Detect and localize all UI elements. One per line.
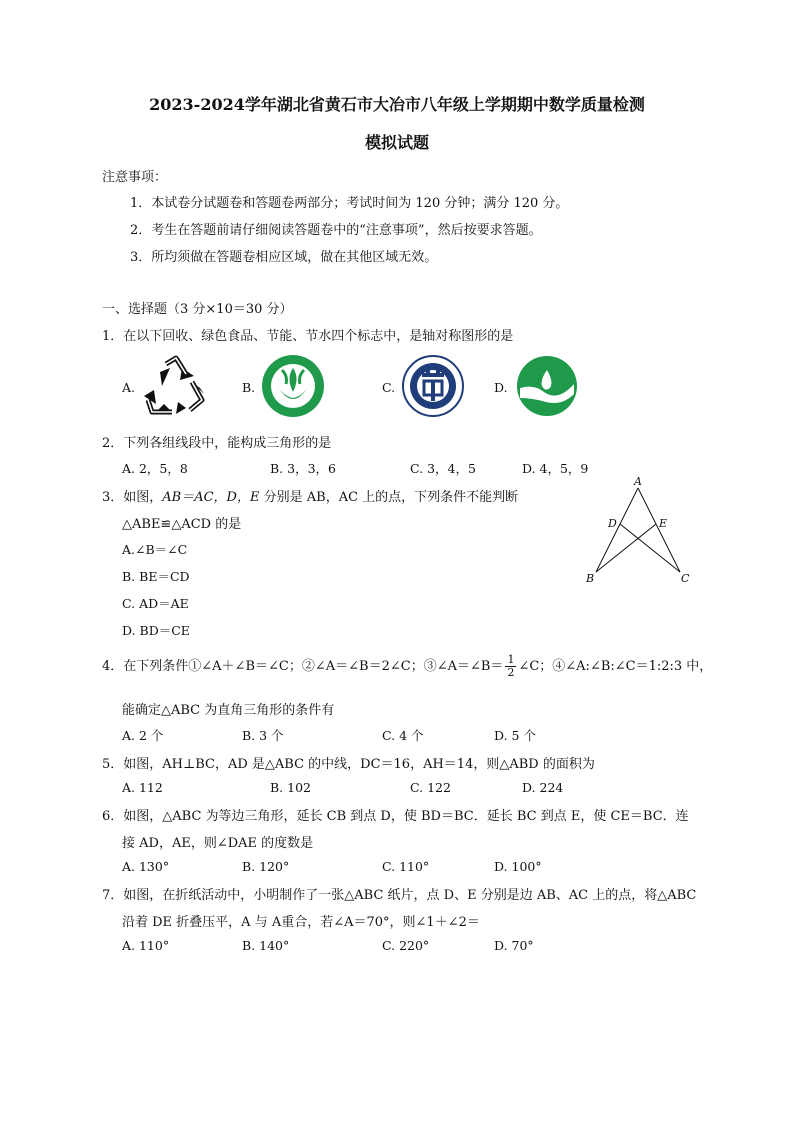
q3-option-d: D. BD＝CE [122, 623, 190, 638]
q4-condition-4: ④∠A:∠B:∠C＝1:2:3 中， [552, 659, 713, 674]
question-4-line2: 能确定△ABC 为直角三角形的条件有 [122, 703, 335, 718]
vertex-label-b: B [586, 572, 595, 585]
q6-option-b: B. 120° [242, 859, 290, 874]
q4-option-c: C. 4 个 [382, 728, 424, 743]
q3-triangle-figure [584, 474, 694, 586]
segment-dc [620, 524, 680, 572]
note-item: 2．考生在答题前请仔细阅读答题卷中的“注意事项”，然后按要求答题。 [130, 223, 542, 238]
q5-option-d: D. 224 [522, 780, 564, 795]
recycle-icon [142, 354, 210, 418]
q5-option-a: A. 112 [122, 780, 163, 795]
green-food-icon [260, 354, 326, 418]
q4-fraction [505, 654, 516, 679]
q5-option-b: B. 102 [270, 780, 311, 795]
q4-condition-3: ③∠A＝∠B＝ [423, 659, 504, 674]
q2-option-c: C. 3，4，5 [410, 461, 476, 476]
note-item: 3．所均须做在答题卷相应区域，做在其他区域无效。 [130, 250, 438, 265]
fraction-numerator: 1 [507, 653, 515, 666]
edge-ab [596, 488, 638, 572]
q3-option-b: B. BE＝CD [122, 569, 190, 584]
q2-option-a: A. 2，5，8 [122, 461, 188, 476]
question-3-line2: △ABE≌△ACD 的是 [122, 517, 242, 532]
q7-option-a: A. 110° [122, 938, 170, 953]
question-4-stem [102, 654, 712, 679]
q4-option-b: B. 3 个 [242, 728, 284, 743]
vertex-label-a: A [634, 475, 642, 488]
q4-condition-2: ②∠A＝∠B＝2∠C； [301, 659, 424, 674]
page-title: 2023-2024学年湖北省黄石市大冶市八年级上学期期中数学质量检测 [149, 95, 645, 114]
question-6-line2: 接 AD，AE，则∠DAE 的度数是 [122, 836, 314, 851]
q7-option-b: B. 140° [242, 938, 290, 953]
vertex-label-e: E [659, 517, 668, 530]
q1-option-label-c: C. [382, 380, 396, 395]
vertex-label-d: D [608, 517, 617, 530]
segment-eb [596, 524, 656, 572]
q6-option-a: A. 130° [122, 859, 170, 874]
q7-option-d: D. 70° [494, 938, 534, 953]
q3-stem-pre: 3．如图， [102, 490, 163, 505]
q2-option-d: D. 4，5，9 [522, 461, 589, 476]
q3-stem-eq: AB＝AC，D，E [162, 490, 260, 505]
notes-heading: 注意事项： [102, 170, 168, 185]
q3-option-a: A.∠B＝∠C [122, 542, 188, 557]
question-6-line1: 6．如图，△ABC 为等边三角形，延长 CB 到点 D，使 BD＝BC．延长 BC 到点 E，使 CE＝BC．连 [102, 809, 689, 824]
q6-option-c: C. 110° [382, 859, 430, 874]
q1-option-label-b: B. [242, 380, 256, 395]
question-7-line1: 7．如图，在折纸活动中，小明制作了一张△ABC 纸片，点 D、E 分别是边 AB、AC 上的点，将△ABC [102, 888, 697, 903]
question-1-stem: 1．在以下回收、绿色食品、节能、节水四个标志中，是轴对称图形的是 [102, 329, 514, 344]
section-heading: 一、选择题（3 分×10＝30 分） [102, 302, 293, 317]
fraction-denominator: 2 [507, 666, 515, 679]
question-3-stem [102, 486, 518, 505]
energy-saving-icon [400, 354, 466, 418]
q2-option-b: B. 3，3，6 [270, 461, 336, 476]
q4-option-d: D. 5 个 [494, 728, 536, 743]
question-2-stem: 2．下列各组线段中，能构成三角形的是 [102, 436, 332, 451]
q4-option-a: A. 2 个 [122, 728, 164, 743]
q1-option-label-d: D. [494, 380, 508, 395]
page-subtitle: 模拟试题 [364, 133, 429, 152]
q4-stem-prefix: 4．在下列条件 [102, 659, 189, 674]
q6-option-d: D. 100° [494, 859, 542, 874]
vertex-label-c: C [681, 572, 690, 585]
q3-stem-post: 分别是 AB，AC 上的点，下列条件不能判断 [263, 490, 519, 505]
question-5-stem: 5．如图，AH⊥BC，AD 是△ABC 的中线，DC＝16，AH＝14，则△ABD 的面积为 [102, 757, 595, 772]
water-saving-icon [514, 354, 580, 418]
question-7-line2: 沿着 DE 折叠压平，A 与 A重合，若∠A＝70°，则∠1＋∠2＝ [122, 915, 480, 930]
q3-option-c: C. AD＝AE [122, 596, 189, 611]
edge-ac [638, 488, 680, 572]
q4-condition-1: ①∠A＋∠B＝∠C； [188, 659, 302, 674]
q1-option-label-a: A. [122, 380, 136, 395]
q4-condition-3-tail: ∠C； [518, 659, 553, 674]
note-item: 1．本试卷分试题卷和答题卷两部分；考试时间为 120 分钟；满分 120 分。 [130, 196, 569, 211]
q7-option-c: C. 220° [382, 938, 430, 953]
q5-option-c: C. 122 [410, 780, 451, 795]
